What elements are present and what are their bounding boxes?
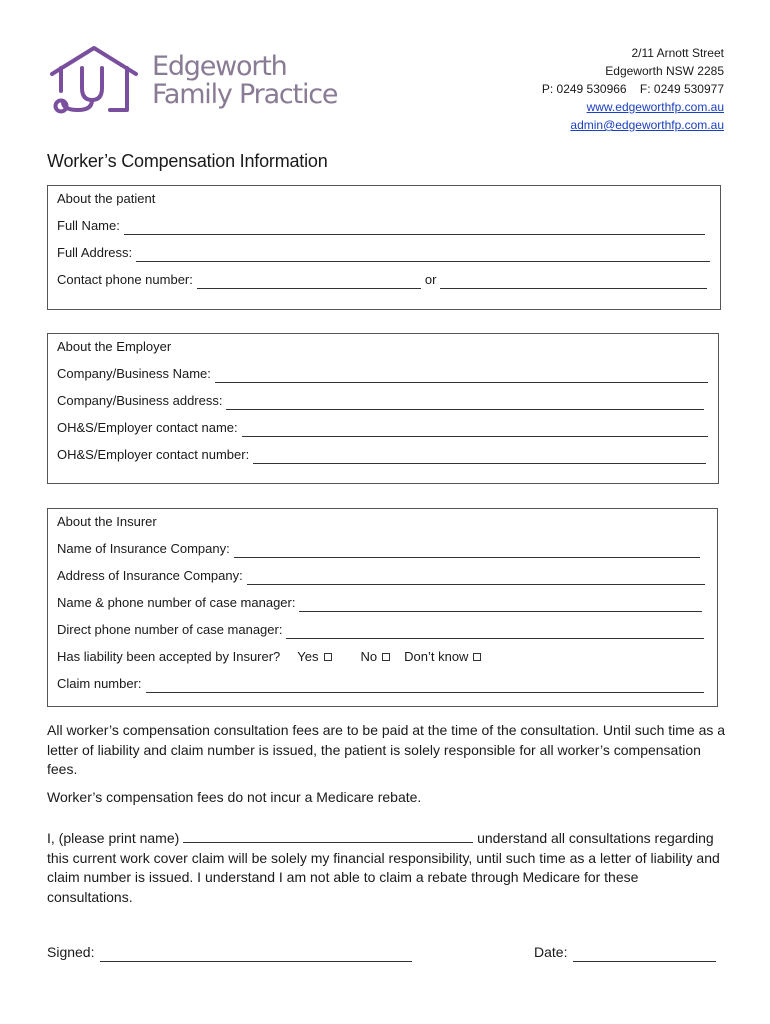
company-name-field[interactable] bbox=[215, 368, 708, 383]
signature-field[interactable] bbox=[100, 947, 412, 962]
phone-fax: P: 0249 530966 F: 0249 530977 bbox=[541, 82, 724, 96]
full-name-row bbox=[57, 217, 705, 235]
case-manager-label: Name & phone number of case manager: bbox=[57, 595, 296, 610]
liability-dont-know-option[interactable] bbox=[404, 648, 481, 666]
practice-name-line1: Edgeworth bbox=[152, 51, 287, 82]
company-address-label: Company/Business address: bbox=[57, 393, 223, 408]
case-manager-field[interactable] bbox=[299, 597, 702, 612]
declaration-prefix: I, (please print name) bbox=[47, 830, 180, 846]
date-row bbox=[534, 942, 716, 962]
signed-row bbox=[47, 942, 412, 962]
liability-row bbox=[57, 648, 481, 666]
medicare-paragraph: Worker’s compensation fees do not incur a Medicare rebate. bbox=[47, 789, 422, 805]
date-label: Date: bbox=[534, 944, 568, 960]
insurance-address-row bbox=[57, 567, 705, 585]
company-name-row bbox=[57, 365, 708, 383]
insurer-section bbox=[47, 508, 718, 707]
employer-contact-number-field[interactable] bbox=[253, 449, 706, 464]
or-label: or bbox=[424, 272, 437, 287]
claim-number-field[interactable] bbox=[146, 678, 704, 693]
house-stethoscope-icon bbox=[48, 44, 140, 124]
liability-yes-checkbox[interactable] bbox=[324, 653, 332, 661]
insurance-company-label: Name of Insurance Company: bbox=[57, 541, 230, 556]
company-name-label: Company/Business Name: bbox=[57, 366, 211, 381]
liability-dont-know-checkbox[interactable] bbox=[473, 653, 481, 661]
contact-phone-label: Contact phone number: bbox=[57, 272, 193, 287]
employer-section bbox=[47, 333, 719, 484]
claim-number-row bbox=[57, 675, 704, 693]
company-address-row bbox=[57, 392, 704, 410]
form-title: Worker’s Compensation Information bbox=[47, 151, 328, 171]
patient-section bbox=[47, 185, 721, 310]
insurance-address-field[interactable] bbox=[247, 570, 705, 585]
liability-question: Has liability been accepted by Insurer? bbox=[57, 649, 281, 664]
signed-label: Signed: bbox=[47, 944, 95, 960]
liability-dont-know-label: Don’t know bbox=[404, 649, 469, 664]
insurance-company-row bbox=[57, 540, 700, 558]
address-suburb: Edgeworth NSW 2285 bbox=[605, 64, 724, 78]
contact-phone-row bbox=[57, 271, 707, 289]
direct-phone-field[interactable] bbox=[286, 624, 704, 639]
employer-contact-name-field[interactable] bbox=[242, 422, 708, 437]
liability-yes-label: Yes bbox=[297, 649, 319, 664]
employer-contact-number-label: OH&S/Employer contact number: bbox=[57, 447, 250, 462]
practice-name-line2: Family Practice bbox=[152, 79, 338, 110]
fees-paragraph: All worker’s compensation consultation fees are to be paid at the time of the consultation. Until such time as a letter of liability and claim number is issued, the patient is solely responsible for all worker’s compensation fees. bbox=[47, 722, 726, 777]
contact-phone-field-1[interactable] bbox=[197, 274, 421, 289]
employer-heading: About the Employer bbox=[57, 339, 172, 354]
patient-heading-row bbox=[57, 190, 155, 208]
liability-no-checkbox[interactable] bbox=[382, 653, 390, 661]
patient-heading: About the patient bbox=[57, 191, 156, 206]
print-name-field[interactable] bbox=[183, 828, 473, 843]
liability-yes-option[interactable] bbox=[297, 648, 331, 666]
insurance-address-label: Address of Insurance Company: bbox=[57, 568, 243, 583]
company-address-field[interactable] bbox=[226, 395, 704, 410]
liability-no-option[interactable] bbox=[361, 648, 391, 666]
full-name-label: Full Name: bbox=[57, 218, 120, 233]
direct-phone-label: Direct phone number of case manager: bbox=[57, 622, 283, 637]
claim-number-label: Claim number: bbox=[57, 676, 142, 691]
full-address-row bbox=[57, 244, 710, 262]
case-manager-row bbox=[57, 594, 702, 612]
employer-heading-row bbox=[57, 338, 171, 356]
employer-contact-name-label: OH&S/Employer contact name: bbox=[57, 420, 238, 435]
insurer-heading-row bbox=[57, 513, 157, 531]
website-row bbox=[587, 98, 724, 116]
insurer-heading: About the Insurer bbox=[57, 514, 157, 529]
full-name-field[interactable] bbox=[124, 220, 705, 235]
liability-no-label: No bbox=[360, 649, 378, 664]
declaration-paragraph bbox=[47, 828, 727, 907]
full-address-field[interactable] bbox=[136, 247, 710, 262]
employer-contact-name-row bbox=[57, 419, 708, 437]
address-street: 2/11 Arnott Street bbox=[631, 46, 724, 60]
contact-phone-field-2[interactable] bbox=[440, 274, 707, 289]
date-field[interactable] bbox=[573, 947, 716, 962]
email-row bbox=[570, 116, 724, 134]
email-link[interactable]: admin@edgeworthfp.com.au bbox=[570, 118, 724, 132]
direct-phone-row bbox=[57, 621, 704, 639]
website-link[interactable]: www.edgeworthfp.com.au bbox=[586, 100, 724, 114]
insurance-company-field[interactable] bbox=[234, 543, 700, 558]
full-address-label: Full Address: bbox=[57, 245, 133, 260]
employer-contact-number-row bbox=[57, 446, 706, 464]
declaration-suffix: understand all consultations regarding this current work cover claim will be solely my financial responsibility, until such time as a letter of liability and claim number is issued. I understand I am not able to claim a rebate through Medicare for these consultations. bbox=[47, 830, 720, 905]
